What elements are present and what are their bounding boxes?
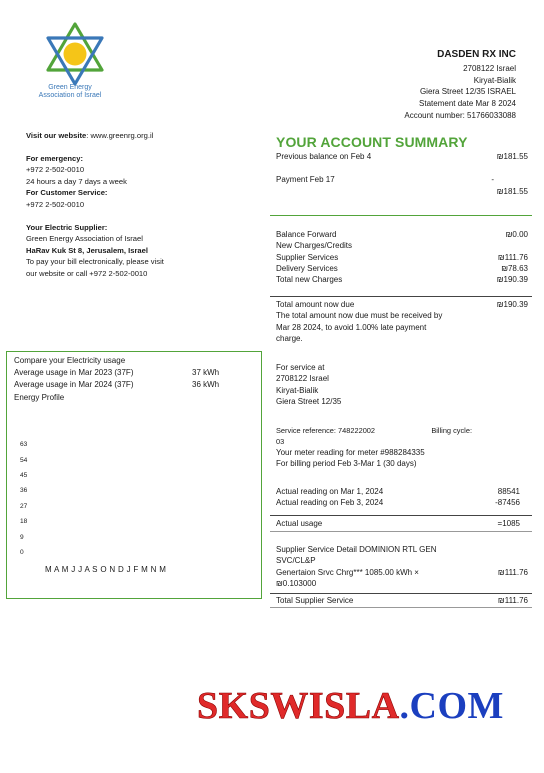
for-service-label: For service at [276,363,325,372]
payment-row [270,174,532,185]
logo-line-2: Association of Israel [38,92,102,100]
total-due-section [270,299,532,344]
total-supplier-label: Total Supplier Service [276,596,354,605]
actual-usage-value: =1085 [497,519,520,528]
delivery-services-row [270,263,532,274]
payment-dash: - [491,175,494,185]
supplier-detail-section [270,544,532,589]
star-sun-icon [40,22,110,88]
statement-date: Statement date Mar 8 2024 [419,99,516,109]
emergency-label: For emergency: [26,154,83,163]
address-line-3: Giera Street 12/35 ISRAEL [419,87,516,97]
billing-cycle-value: 03 [276,436,285,446]
service-address-section [270,362,532,407]
charges-section [270,229,532,286]
emergency-block [26,153,127,210]
readings-section [270,486,532,509]
avg-2023-label: Average usage in Mar 2023 (37F) [14,368,134,377]
website-line [26,130,153,141]
supplier-services-label: Supplier Services [276,252,339,262]
y-tick-36: 36 [20,487,28,494]
due-note-line-1: The total amount now due must be received by [276,311,443,321]
due-note-line-3: charge. [276,334,303,344]
y-tick-54: 54 [20,457,28,464]
readings-divider [270,515,532,516]
actual-usage-row [270,518,532,529]
previous-balance-label: Previous balance on Feb 4 [276,152,372,161]
service-address-1: 2708122 Israel [276,374,329,384]
total-new-charges-label: Total new Charges [276,275,343,285]
delivery-services-value: ₪78.63 [501,264,528,274]
actual-reading-feb-row [270,497,532,508]
previous-balance-value: ₪181.55 [496,152,528,161]
due-note [270,310,532,344]
total-supplier-divider [270,607,532,608]
service-address-2: Kiryat-Bialik [276,385,319,395]
actual-reading-feb-value: -87456 [495,498,520,508]
supplier-detail-line-2: SVC/CL&P [276,556,316,566]
meter-reading: Your meter reading for meter #988284335 [276,448,425,457]
y-tick-0: 0 [20,549,24,556]
previous-balance-section [270,151,532,197]
payment-value: ₪181.55 [496,186,528,196]
service-address-3: Giera Street 12/35 [276,397,342,407]
total-due-row [270,299,532,310]
month-axis-labels: M A M J J A S O N D J F M N M [45,565,167,574]
company-name: DASDEN RX INC [437,49,516,60]
account-header [404,48,516,122]
pay-instructions-1: To pay your bill electronically, please visit [26,257,164,267]
previous-balance-row [270,151,532,162]
energy-profile-label: Energy Profile [14,393,65,402]
new-charges-row [270,240,532,251]
account-summary-title: YOUR ACCOUNT SUMMARY [276,134,468,150]
customer-service-phone: +972 2-502-0010 [26,199,85,209]
service-reference-section [270,426,532,447]
watermark-red-text: SKSWISLA [197,685,400,727]
total-due-value: ₪190.39 [496,300,528,309]
address-line-2: Kiryat-Bialik [473,75,516,85]
generation-rate-row [270,578,532,589]
balance-forward-value: ₪0.00 [505,230,528,239]
usage-comparison-box [6,351,262,599]
logo-caption [28,84,112,100]
generation-value: ₪111.76 [497,567,528,577]
payment-value-row [270,186,532,197]
logo-line-1: Green Energy [48,84,92,91]
actual-reading-mar-row [270,486,532,497]
payment-label: Payment Feb 17 [276,175,335,185]
supplier-block [26,222,164,279]
new-charges-label: New Charges/Credits [276,241,353,251]
y-tick-63: 63 [20,441,28,448]
billing-cycle-row [270,437,532,448]
actual-usage-label: Actual usage [276,519,323,528]
service-reference-row [270,426,532,437]
generation-line-1: Genertaion Srvc Chrg*** 1085.00 kWh × [276,567,419,577]
avg-2024-value: 36 kWh [192,380,220,389]
avg-2024-label: Average usage in Mar 2024 (37F) [14,380,134,389]
avg-2023-value: 37 kWh [192,368,220,377]
service-reference: Service reference: 748222002 [276,426,376,435]
pay-instructions-2: our website or call +972 2-502-0010 [26,268,148,278]
billing-cycle-label: Billing cycle: [431,426,472,435]
supplier-address: HaRav Kuk St 8, Jerusalem, Israel [26,245,148,255]
y-tick-27: 27 [20,503,28,510]
due-note-line-2: Mar 28 2024, to avoid 1.00% late payment [276,322,427,332]
actual-reading-mar-value: 88541 [497,487,520,496]
supplier-divider [270,593,532,594]
summary-divider-2 [270,296,532,297]
actual-reading-mar-label: Actual reading on Mar 1, 2024 [276,487,384,496]
y-tick-45: 45 [20,472,28,479]
address-line-1: 2708122 Israel [463,63,516,73]
generation-line-2: ₪0.103000 [276,579,317,589]
generation-row [270,567,532,578]
account-number: Account number: 51766033088 [404,111,516,121]
total-supplier-row [270,595,532,606]
total-due-label: Total amount now due [276,300,355,309]
total-new-charges-row [270,274,532,285]
website-label: Visit our website [26,131,87,140]
emergency-hours: 24 hours a day 7 days a week [26,176,127,186]
website-url[interactable]: : www.greenrg.org.il [86,131,154,140]
emergency-phone: +972 2-502-0010 [26,165,85,175]
actual-usage-section [270,518,532,529]
total-new-charges-value: ₪190.39 [496,275,528,285]
balance-forward-row [270,229,532,240]
supplier-services-row [270,252,532,263]
customer-service-label: For Customer Service: [26,188,108,198]
supplier-name: Green Energy Association of Israel [26,234,143,244]
usage-compare-label: Compare your Electricity usage [14,356,126,365]
total-supplier-value: ₪111.76 [497,596,528,605]
supplier-detail-line-1: Supplier Service Detail DOMINION RTL GEN [276,545,437,554]
watermark-blue-text: .COM [399,685,504,727]
supplier-label: Your Electric Supplier: [26,223,108,232]
usage-divider [270,531,532,532]
meter-section [270,447,532,470]
y-tick-9: 9 [20,534,24,541]
y-tick-18: 18 [20,518,28,525]
delivery-services-label: Delivery Services [276,264,338,274]
watermark [197,680,504,734]
balance-forward-label: Balance Forward [276,230,337,239]
supplier-services-value: ₪111.76 [497,252,528,262]
total-supplier-section [270,595,532,606]
actual-reading-feb-label: Actual reading on Feb 3, 2024 [276,498,384,508]
billing-period: For billing period Feb 3-Mar 1 (30 days) [276,459,417,469]
summary-divider-1 [270,215,532,216]
